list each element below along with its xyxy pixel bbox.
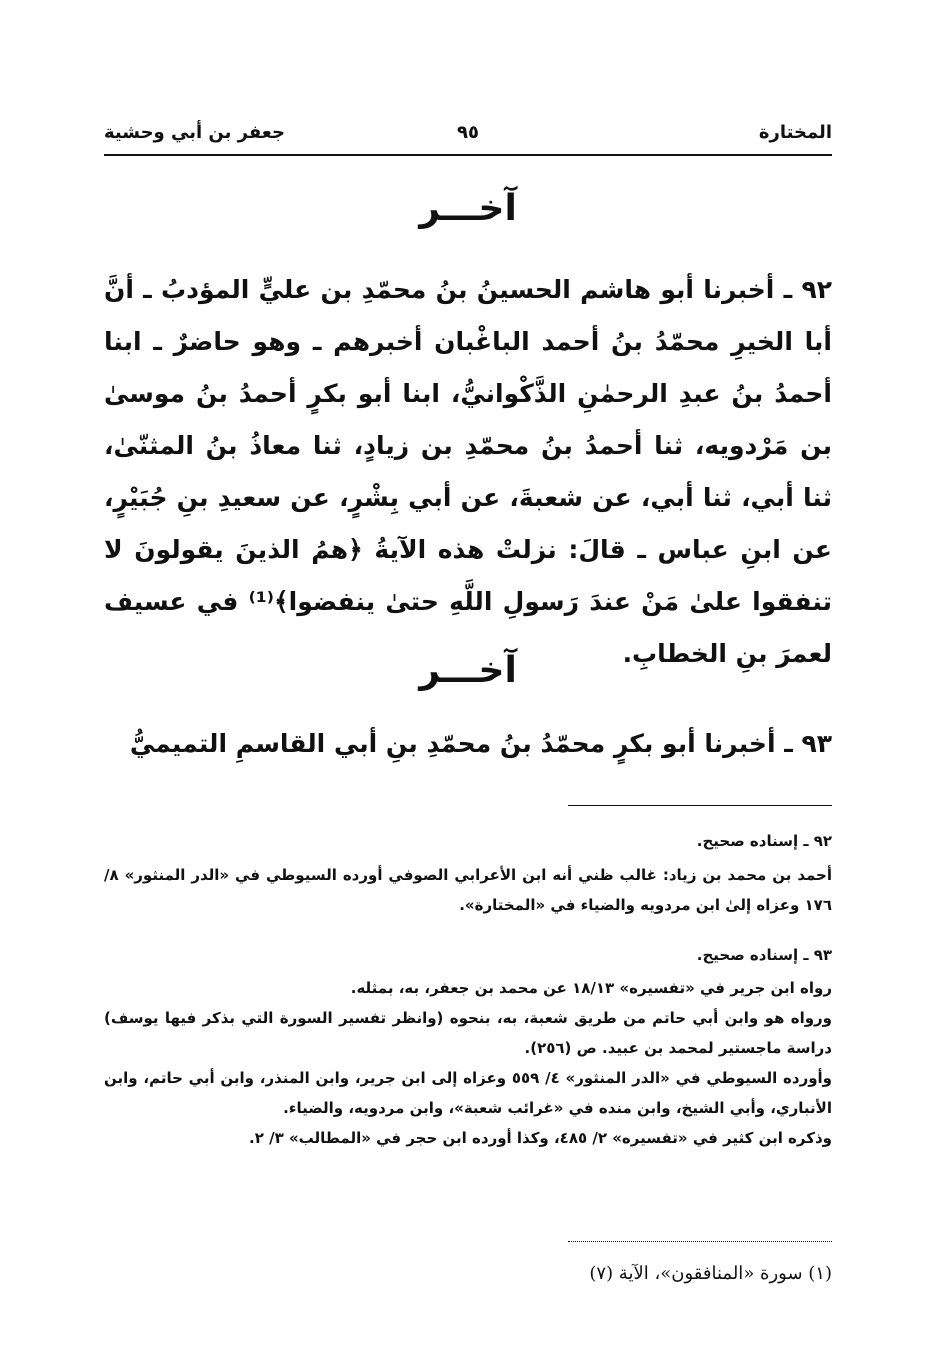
footnote-line: وأورده السيوطي في «الدر المنثور» ٤/ ٥٥٩ وعزاه إلى ابن جرير، وابن المنذر، وابن أبي حاتم، وابن الأنباري، وأبي الشيخ، وابن منده في «غرائب شعبة»، وابن مردويه، والضياء. (104, 1069, 832, 1117)
hadith-92-text: ٩٢ ـ أخبرنا أبو هاشم الحسينُ بنُ محمّدِ بن عليٍّ المؤدبُ ـ أنَّ أبا الخيرِ محمّدُ بنُ أحمد الباغْبان أخبرهم ـ وهو حاضرٌ ـ ابنا أحمدُ بنُ عبدِ الرحمٰنِ الذَّكْوانيُّ، ابنا أبو بكرٍ أحمدُ بنُ موسىٰ بن مَرْدويه، ثنا أحمدُ بنُ محمّدِ بن زيادٍ، ثنا معاذُ بنُ المثنّىٰ، ثنا أبي، ثنا أبي، عن شعبةَ، عن أبي بِشْرٍ، عن سعيدِ بنِ جُبَيْرٍ، عن ابنِ عباس ـ قالَ: نزلتْ هذه الآيةُ ﴿همُ الذينَ يقولونَ لا تنفقوا علىٰ مَنْ عندَ رَسولِ اللَّهِ حتىٰ ينفضوا﴾⁽¹⁾ في عسيف لعمرَ بنِ الخطابِ. (104, 275, 832, 668)
footnote-93-heading: ٩٣ ـ إسناده صحيح. (696, 946, 832, 964)
page-number: ٩٥ (457, 122, 479, 143)
header-rule (104, 154, 832, 156)
footnote-line: ورواه هو وابن أبي حاتم من طريق شعبة، به، بنحوه (وانظر تفسير السورة التي بذكر فيها يوسف) دراسة ماجستير لمحمد بن عبيد. ص (٢٥٦). (104, 1009, 832, 1057)
section-title: آخـــر (419, 188, 517, 229)
footnote-92-body (104, 860, 860, 920)
footnote-line: وذكره ابن كثير في «تفسيره» ٢/ ٤٨٥، وكذا أورده ابن حجر في «المطالب» ٣/ ٢. (249, 1129, 832, 1147)
footnote-line: أحمد بن محمد بن زياد: غالب ظني أنه ابن الأعرابي الصوفي أورده السيوطي في «الدر المنثور» ٨/ ١٧٦ وعزاه إلىٰ ابن مردويه والضياء في «المختارة». (104, 866, 832, 914)
header-chapter-title: جعفر بن أبي وحشية (104, 122, 285, 143)
footnote-separator (568, 805, 832, 806)
hadith-93-text: ٩٣ ـ أخبرنا أبو بكرٍ محمّدُ بنُ محمّدِ بنِ أبي القاسمِ التميميُّ (129, 729, 832, 758)
footnote-93-body (104, 973, 860, 1153)
section-title: آخـــر (419, 650, 517, 691)
quran-reference-note: (١) سورة «المنافقون»، الآية (٧) (589, 1263, 832, 1284)
footnote-92-heading: ٩٢ ـ إسناده صحيح. (696, 832, 832, 850)
footnote-dotted-separator (568, 1241, 832, 1242)
footnote-line: رواه ابن جرير في «تفسيره» ١٨/١٣ عن محمد بن جعفر، به، بمثله. (350, 979, 832, 997)
running-header (104, 118, 832, 154)
header-book-title: المختارة (758, 122, 832, 143)
